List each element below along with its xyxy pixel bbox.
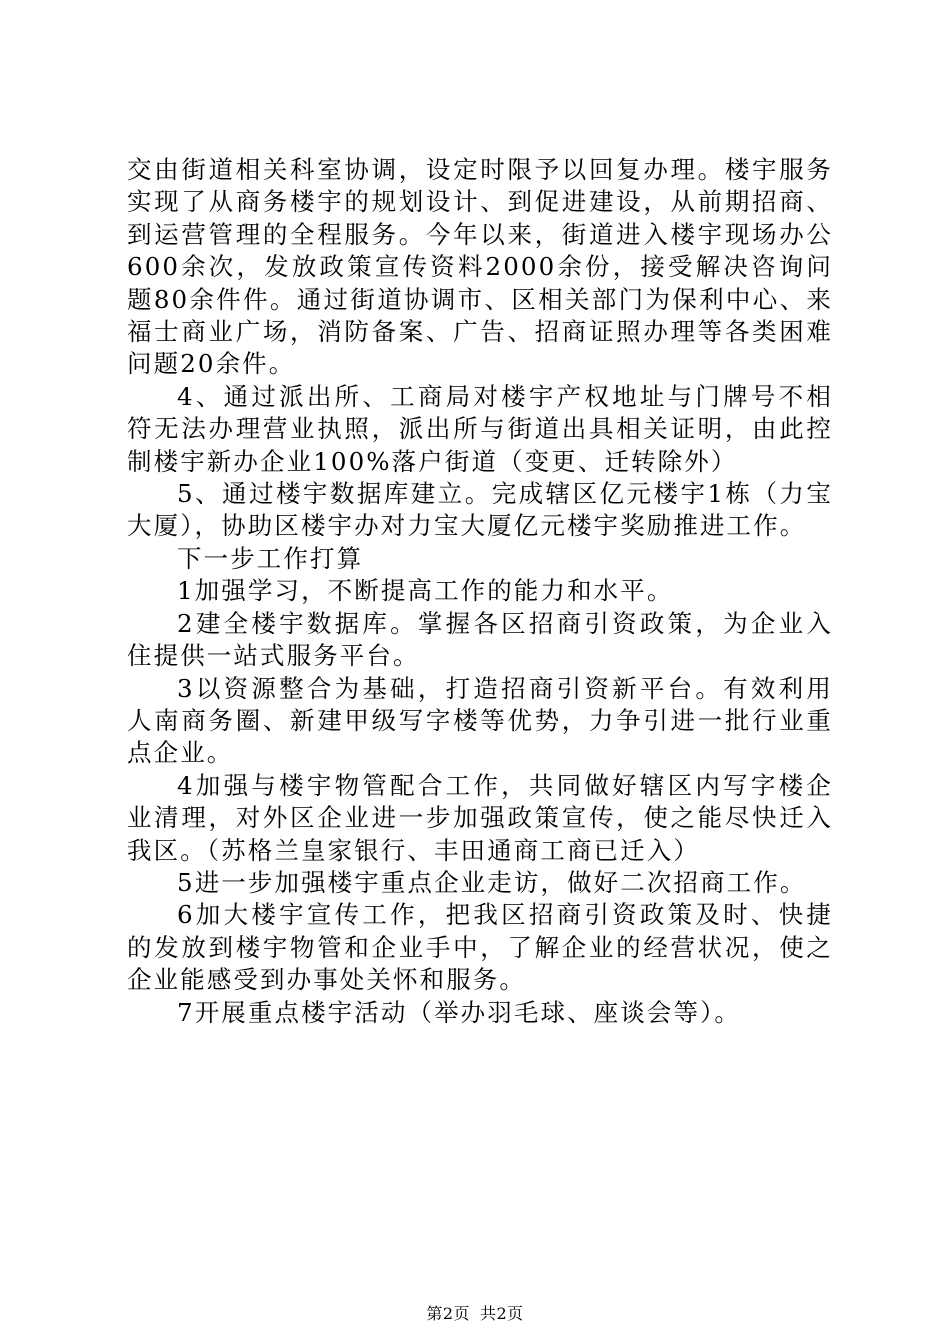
plan-item-6: 6加大楼宇宣传工作，把我区招商引资政策及时、快捷的发放到楼宇物管和企业手中，了解企业的经营状况，使之企业能感受到办事处关怀和服务。	[127, 900, 833, 995]
paragraph-item-4: 4、通过派出所、工商局对楼宇产权地址与门牌号不相符无法办理营业执照，派出所与街道出具相关证明，由此控制楼宇新办企业100%落户街道（变更、迁转除外）	[127, 381, 833, 476]
paragraph-continued: 交由街道相关科室协调，设定时限予以回复办理。楼宇服务实现了从商务楼宇的规划设计、到促进建设，从前期招商、到运营管理的全程服务。今年以来，街道进入楼宇现场办公600余次，发放政策宣传资料2000余份，接受解决咨询问题80余件件。通过街道协调市、区相关部门为保利中心、来福士商业广场，消防备案、广告、招商证照办理等各类困难问题20余件。	[127, 155, 833, 379]
plan-item-2: 2建全楼宇数据库。掌握各区招商引资政策，为企业入住提供一站式服务平台。	[127, 608, 833, 671]
page-footer	[0, 1304, 950, 1324]
page-number-current: 第2页	[426, 1304, 470, 1323]
paragraph-item-5: 5、通过楼宇数据库建立。完成辖区亿元楼宇1栋（力宝大厦），协助区楼宇办对力宝大厦亿元楼宇奖励推进工作。	[127, 479, 833, 541]
plan-item-1: 1加强学习，不断提高工作的能力和水平。	[177, 576, 674, 606]
document-body	[127, 154, 833, 1029]
plan-item-3: 3以资源整合为基础，打造招商引资新平台。有效利用人南商务圈、新建甲级写字楼等优势，力争引进一批行业重点企业。	[127, 673, 833, 768]
plan-item-5: 5进一步加强楼宇重点企业走访，做好二次招商工作。	[177, 867, 807, 897]
page-number-total: 共2页	[480, 1304, 524, 1323]
plan-item-4: 4加强与楼宇物管配合工作，共同做好辖区内写字楼企业清理，对外区企业进一步加强政策宣传，使之能尽快迁入我区。（苏格兰皇家银行、丰田通商工商已迁入）	[127, 770, 833, 865]
plan-item-7: 7开展重点楼宇活动（举办羽毛球、座谈会等）。	[177, 997, 742, 1027]
section-heading-next-plan: 下一步工作打算	[177, 543, 364, 573]
